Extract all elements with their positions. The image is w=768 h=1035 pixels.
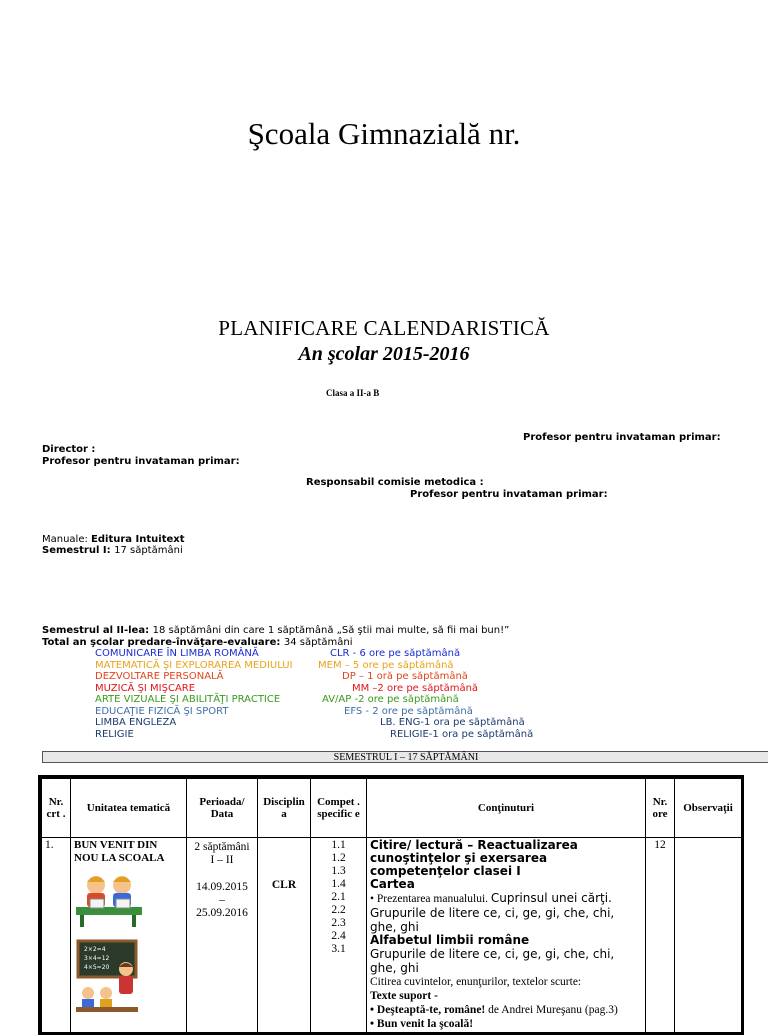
subject-hours: MEM – 5 ore pe săptămână <box>318 659 454 671</box>
content-poem-title: • Deşteaptă-te, române! <box>370 1004 486 1016</box>
subject-hours: DP – 1 oră pe săptămână <box>342 671 468 682</box>
content-heading-1: Citire/ lectură – Reactualizarea cunoştinţelor şi exersarea competenţelor clasei I <box>370 838 578 878</box>
period-dash: – <box>219 894 225 906</box>
header-competences: Compet . specific e <box>311 779 367 838</box>
subject-hours: MM –2 ore pe săptămână <box>352 682 479 694</box>
content-heading-5: Alfabetul limbii române <box>370 933 530 947</box>
competence-item: 2.1 <box>331 891 346 903</box>
content-line-8: Texte suport - <box>370 990 438 1002</box>
svg-text:2×2=4: 2×2=4 <box>84 946 106 953</box>
subject-name: COMUNICARE ÎN LIMBA ROMÂNĂ <box>95 648 259 659</box>
content-line-7: Citirea cuvintelor, enunţurilor, textelor scurte: <box>370 976 582 988</box>
row-discipline <box>258 838 311 1033</box>
table-header-row <box>42 779 742 838</box>
period-weeks: 2 săptămâni <box>194 841 250 853</box>
school-title: Şcoala Gimnazială nr. <box>247 116 521 151</box>
header-content: Conţinuturi <box>367 779 646 838</box>
competence-item: 3.1 <box>331 943 346 955</box>
subject-name: EDUCAŢIE FIZICĂ ŞI SPORT <box>95 705 229 717</box>
row-competences <box>311 838 367 1033</box>
period-start: 14.09.2015 <box>196 881 248 893</box>
subject-name: ARTE VIZUALE ŞI ABILITĂŢI PRACTICE <box>95 694 281 705</box>
header-nr: Nr. crt . <box>42 779 71 838</box>
subject-hours: LB. ENG-1 ora pe săptămână <box>380 717 525 728</box>
manuale-value: Editura Intuitext <box>91 534 185 545</box>
row-observations <box>675 838 742 1033</box>
subject-hours: AV/AP -2 ore pe săptămână <box>322 694 459 705</box>
subject-name: DEZVOLTARE PERSONALĂ <box>95 671 224 682</box>
subject-name: MUZICĂ ŞI MIŞCARE <box>95 682 196 694</box>
teacher-blackboard-image <box>74 939 183 1018</box>
discipline-value: CLR <box>271 879 297 891</box>
subject-name: MATEMATICĂ ŞI EXPLORAREA MEDIULUI <box>95 659 293 671</box>
subject-hours: RELIGIE-1 ora pe săptămână <box>390 728 534 740</box>
content-line-6: Grupurile de litere ce, ci, ge, gi, che, chi, ghe, ghi <box>370 947 615 975</box>
row-period <box>187 838 258 1033</box>
responsabil-label: Responsabil comisie metodica : <box>306 477 484 488</box>
table-row <box>42 838 742 1033</box>
competence-item: 1.2 <box>331 852 346 864</box>
content-line-4: Grupurile de litere ce, ci, ge, gi, che, chi, ghe, ghi <box>370 906 615 934</box>
sem1-label: Semestrul I: <box>42 545 115 556</box>
semester-banner: SEMESTRUL I – 17 SĂPTĂMÂNI <box>42 751 768 763</box>
competence-item: 2.2 <box>331 904 346 916</box>
content-bullet: • Prezentarea manualului. <box>370 893 491 905</box>
total-label: Total an şcolar predare-învăţare-evaluare: <box>42 637 284 648</box>
profesor-right: Profesor pentru invatаman primar: <box>523 432 721 443</box>
sem2-label: Semestrul al II-lea: <box>42 625 153 636</box>
competence-item: 1.3 <box>331 865 346 877</box>
profesor-left: Profesor pentru invatаman primar: <box>42 456 240 467</box>
sem1-line <box>42 545 183 557</box>
row-content <box>367 838 646 1033</box>
sem1-value: 17 săptămâni <box>114 545 183 556</box>
header-observations: Observaţii <box>675 779 742 838</box>
competence-item: 2.3 <box>331 917 346 929</box>
content-line-3 <box>370 891 642 906</box>
svg-text:4×5=20: 4×5=20 <box>84 964 110 971</box>
planning-table <box>38 775 744 1035</box>
content-heading-2: Cartea <box>370 877 415 891</box>
school-year: An şcolar 2015-2016 <box>298 343 470 365</box>
header-discipline: Disciplin a <box>258 779 311 838</box>
sem2-line <box>42 625 509 637</box>
competence-item: 1.4 <box>331 878 346 890</box>
profesor-center: Profesor pentru invatаman primar: <box>410 489 608 500</box>
period-range: I – II <box>210 854 234 866</box>
content-poem-author: de Andrei Mureşanu (pag.3) <box>485 1004 618 1016</box>
unit-title: BUN VENIT DIN NOU LA SCOALA <box>74 839 165 864</box>
header-hours: Nr. ore <box>646 779 675 838</box>
row-nr: 1. <box>42 838 71 1033</box>
content-line-3b: Cuprinsul unei cărţi. <box>490 891 612 905</box>
children-reading-image <box>74 871 183 933</box>
header-unit: Unitatea tematică <box>71 779 187 838</box>
subject-name: LIMBA ENGLEZA <box>95 717 177 728</box>
subject-name: RELIGIE <box>95 728 134 740</box>
row-unit <box>71 838 187 1033</box>
content-line-9 <box>370 1003 642 1017</box>
manuale-label: Manuale: <box>42 534 92 545</box>
header-period: Perioada/ Data <box>187 779 258 838</box>
competence-item: 1.1 <box>331 839 346 851</box>
period-end: 25.09.2016 <box>196 907 248 919</box>
svg-text:3×4=12: 3×4=12 <box>84 955 110 962</box>
competence-list <box>314 839 363 956</box>
sem2-value: 18 săptămâni din care 1 săptămână „Să ştii mai multe, să fii mai bun!” <box>152 625 510 636</box>
competence-item: 2.4 <box>331 930 346 942</box>
subject-hours: CLR - 6 ore pe săptămână <box>330 648 461 659</box>
plan-title: PLANIFICARE CALENDARISTICĂ <box>218 316 550 340</box>
subject-hours: EFS - 2 ore pe săptămână <box>344 705 473 717</box>
row-hours: 12 <box>646 838 675 1033</box>
director-label: Director : <box>42 444 96 455</box>
total-value: 34 săptămâni <box>283 637 353 648</box>
class-label: Clasa a II-a B <box>326 388 380 398</box>
content-line-10: • Bun venit la şcoală! <box>370 1018 474 1030</box>
